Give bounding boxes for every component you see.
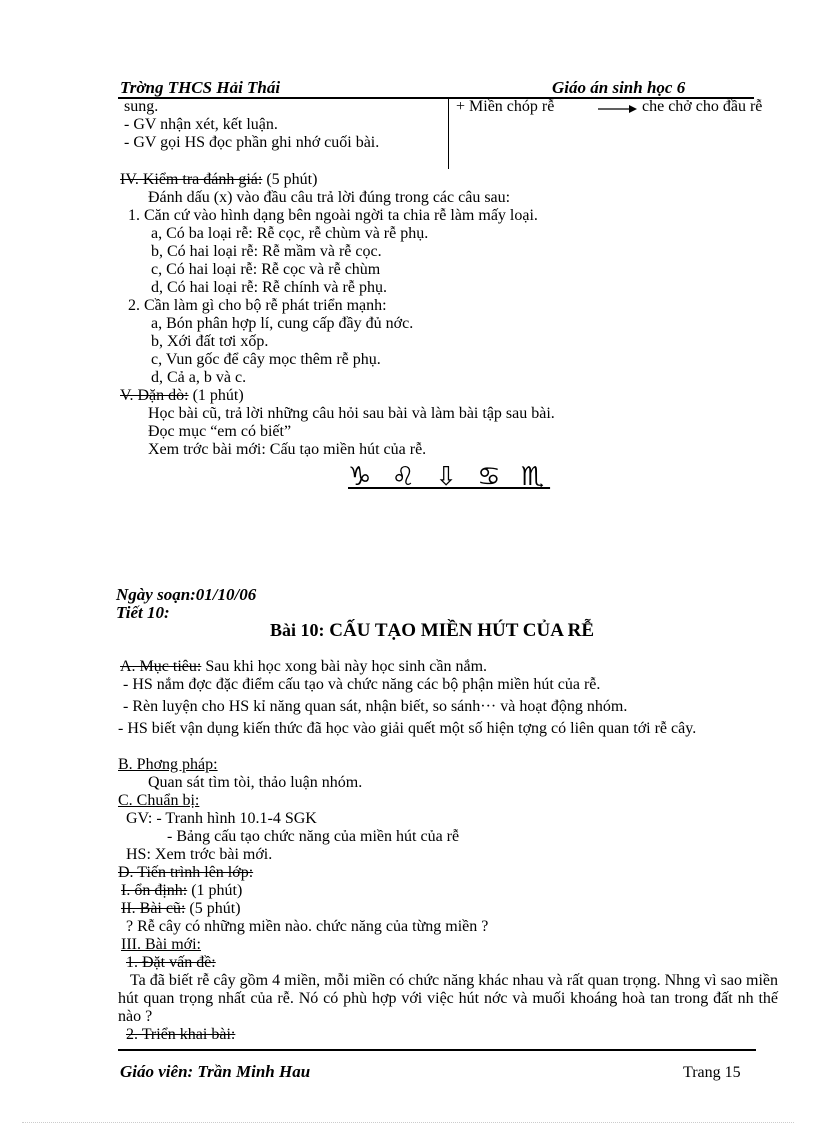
section5-line: Học bài cũ, trả lời những câu hỏi sau bài và làm bài tập sau bài. <box>148 405 555 422</box>
footer-teacher: Giáo viên: Trần Minh Hau <box>120 1062 311 1081</box>
table-right-suffix: che chở cho đầu rễ <box>642 98 763 115</box>
partD-s3-1-text: Ta đã biết rễ cây gồm 4 miền, mỗi miền có chức năng khác nhau và rất quan trọng. Nhng vì sao miền hút quan trọng nhất của rễ. Nó có phù hợp với việc hút nớc và muối khoáng hoà tan trong đất nh thế nào ? <box>118 972 778 1025</box>
partD-s2-question: ? Rễ cây có những miền nào. chức năng của từng miền ? <box>126 918 489 935</box>
table-divider <box>448 97 449 169</box>
lesson-period: Tiết 10: <box>116 603 170 622</box>
partD-label: D. Tiến trình lên lớp: <box>118 864 254 881</box>
section4-heading <box>120 171 317 189</box>
footer-page-number: 15 <box>724 1064 741 1081</box>
section4-time: (5 phút) <box>262 171 318 188</box>
partD-s2-label: II. Bài cũ: <box>121 900 186 917</box>
partA-item: - Rèn luyện cho HS kỉ năng quan sát, nhận biết, so sánh··· và hoạt động nhóm. <box>123 698 628 715</box>
section5-time: (1 phút) <box>188 387 244 404</box>
lesson-title-prefix: Bài 10: <box>270 620 325 640</box>
section4-intro: Đánh dấu (x) vào đầu câu trả lời đúng trong các câu sau: <box>148 189 511 206</box>
question-2-option: c, Vun gốc để cây mọc thêm rễ phụ. <box>151 351 381 368</box>
partD-s3-2-label: 2. Triển khai bài: <box>126 1026 236 1043</box>
section5-line: Đọc mục “em có biết” <box>148 423 292 440</box>
partD-s3-1-label: 1. Đặt vấn đề: <box>126 954 216 971</box>
header-school: Trờng THCS Hải Thái <box>120 78 281 97</box>
question-2-option: d, Cả a, b và c. <box>151 369 247 386</box>
partC-hs: HS: Xem trớc bài mới. <box>126 846 273 863</box>
partC-gv1: GV: - Tranh hình 10.1-4 SGK <box>126 810 317 827</box>
arrow-right-icon <box>598 104 638 114</box>
question-1: 1. Căn cứ vào hình dạng bên ngoài ngời ta chia rễ làm mấy loại. <box>128 207 538 224</box>
lesson-title <box>270 620 594 642</box>
partD-s1-label: I. ổn định: <box>121 882 188 899</box>
section5-line: Xem trớc bài mới: Cấu tạo miền hút của rễ. <box>148 441 427 458</box>
table-left-line: - GV nhận xét, kết luận. <box>124 116 278 133</box>
partA-item: - HS biết vận dụng kiến thức đã học vào giải quết một số hiện tợng có liên quan tới rễ cây. <box>118 720 697 737</box>
section5-heading <box>120 387 244 405</box>
table-right-prefix: + Miền chóp rễ <box>456 98 555 115</box>
section5-title: V. Dặn dò: <box>120 387 189 404</box>
partD-s1-time: (1 phút) <box>187 882 243 899</box>
partA-item: - HS nắm đợc đặc điểm cấu tạo và chức năng các bộ phận miền hút của rễ. <box>123 676 601 693</box>
partD-s1 <box>121 882 242 900</box>
question-2-option: a, Bón phân hợp lí, cung cấp đầy đủ nớc. <box>151 315 414 332</box>
footer-rule <box>118 1049 756 1051</box>
table-left-line: - GV gọi HS đọc phần ghi nhớ cuối bài. <box>124 134 380 151</box>
zodiac-ornament-icon: ♑ ♌ ⇩ ♋ ♏ <box>348 462 551 492</box>
question-1-option: a, Có ba loại rễ: Rễ cọc, rễ chùm và rễ phụ. <box>151 225 429 242</box>
partC-label: C. Chuẩn bị: <box>118 792 200 809</box>
table-left-line: sung. <box>124 98 159 115</box>
header-subject: Giáo án sinh học 6 <box>552 78 686 97</box>
partD-s3-label: III. Bài mới: <box>121 936 201 953</box>
partC-gv2: - Bảng cấu tạo chức năng của miền hút của rễ <box>167 828 460 845</box>
footer-page <box>683 1064 741 1082</box>
partB-text: Quan sát tìm tòi, thảo luận nhóm. <box>148 774 363 791</box>
section4-title: IV. Kiểm tra đánh giá: <box>120 171 263 188</box>
partA-heading <box>120 658 487 676</box>
question-1-option: b, Có hai loại rễ: Rễ mầm và rễ cọc. <box>151 243 382 260</box>
partB-label: B. Phơng pháp: <box>118 756 218 773</box>
question-2: 2. Cần làm gì cho bộ rễ phát triển mạnh: <box>128 297 387 314</box>
lesson-title-text: CẤU TẠO MIỀN HÚT CỦA RỄ <box>324 620 595 641</box>
lesson-date: Ngày soạn:01/10/06 <box>116 585 257 604</box>
footer-page-label: Trang <box>683 1064 721 1081</box>
question-1-option: c, Có hai loại rễ: Rễ cọc và rễ chùm <box>151 261 381 278</box>
question-2-option: b, Xới đất tơi xốp. <box>151 333 269 350</box>
question-1-option: d, Có hai loại rễ: Rễ chính và rễ phụ. <box>151 279 387 296</box>
partA-text: Sau khi học xong bài này học sinh cần nắm. <box>201 658 488 675</box>
partA-label: A. Mục tiêu: <box>120 658 202 675</box>
partD-s2 <box>121 900 241 918</box>
partD-s2-time: (5 phút) <box>185 900 241 917</box>
